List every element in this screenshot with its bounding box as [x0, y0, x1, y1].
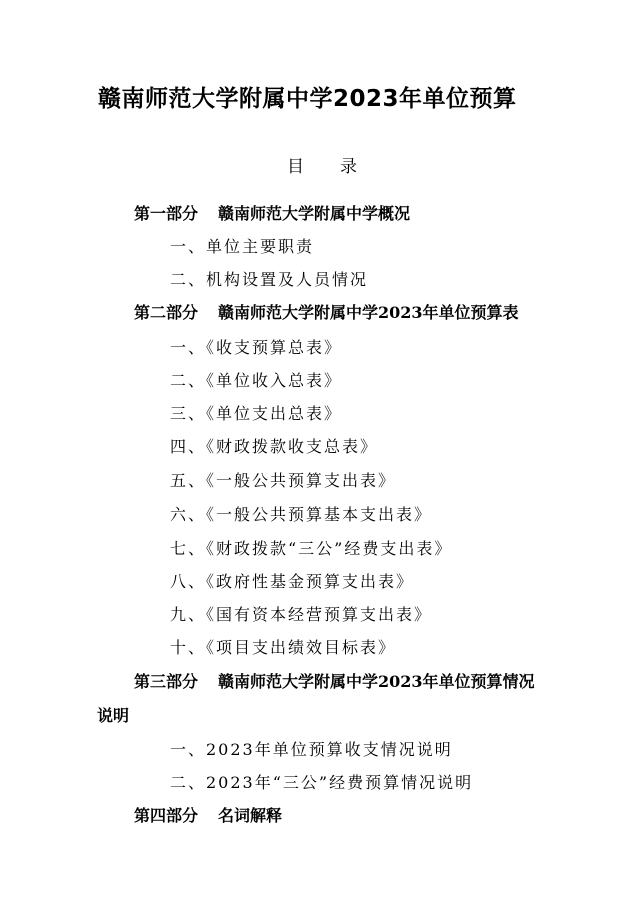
toc-heading-char-1: 目	[287, 157, 304, 177]
toc-item[interactable]: 二、《单位收入总表》	[170, 371, 343, 390]
toc-item[interactable]: 十、《项目支出绩效目标表》	[170, 638, 397, 657]
toc-item[interactable]: 七、《财政拨款“三公”经费支出表》	[170, 539, 453, 558]
toc-item[interactable]: 四、《财政拨款收支总表》	[170, 437, 379, 456]
toc-part-2[interactable]	[134, 303, 519, 323]
toc-part-4[interactable]	[134, 806, 282, 826]
toc-item[interactable]: 五、《一般公共预算支出表》	[170, 471, 397, 490]
toc-part-name: 赣南师范大学附属中学2023年单位预算情况	[218, 672, 535, 691]
toc-item[interactable]: 二、2023年“三公”经费预算情况说明	[170, 773, 474, 792]
toc-part-name: 赣南师范大学附属中学概况	[218, 204, 411, 223]
toc-heading-char-2: 录	[340, 157, 357, 177]
toc-item[interactable]: 一、《收支预算总表》	[170, 338, 343, 357]
toc-part-label: 第三部分	[134, 672, 199, 691]
toc-part-label: 第一部分	[134, 204, 199, 223]
toc-item[interactable]: 二、机构设置及人员情况	[170, 270, 369, 289]
document-title: 赣南师范大学附属中学2023年单位预算	[98, 86, 517, 112]
toc-item[interactable]: 六、《一般公共预算基本支出表》	[170, 505, 433, 524]
toc-heading	[287, 152, 357, 177]
toc-item[interactable]: 一、2023年单位预算收支情况说明	[170, 740, 453, 759]
toc-part-3[interactable]	[134, 672, 535, 692]
toc-part-name: 名词解释	[218, 806, 283, 825]
toc-part-3-continuation: 说明	[97, 706, 130, 725]
toc-part-name: 赣南师范大学附属中学2023年单位预算表	[218, 303, 519, 322]
toc-item[interactable]: 九、《国有资本经营预算支出表》	[170, 605, 433, 624]
toc-item[interactable]: 一、单位主要职责	[170, 237, 315, 256]
toc-item[interactable]: 八、《政府性基金预算支出表》	[170, 572, 415, 591]
toc-part-1[interactable]	[134, 204, 410, 224]
toc-part-label: 第二部分	[134, 303, 199, 322]
toc-item[interactable]: 三、《单位支出总表》	[170, 404, 343, 423]
toc-part-label: 第四部分	[134, 806, 199, 825]
